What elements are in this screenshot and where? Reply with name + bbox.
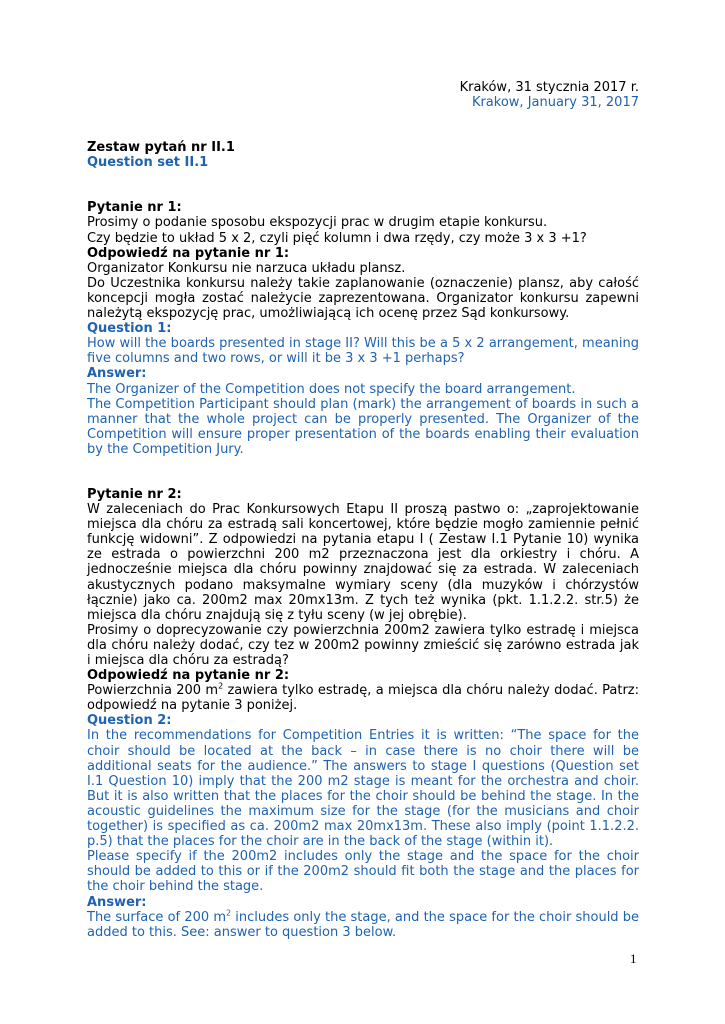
q1-line-2-polish: Czy będzie to układ 5 x 2, czyli pięć kolumn i dwa rzędy, czy może 3 x 3 +1?	[87, 230, 587, 246]
question-set-title-polish: Zestaw pytań nr II.1	[87, 140, 235, 156]
q2-p2-english: Please specify if the 200m2 includes only the stage and the space for the choir should be added to this or if the 200m2 should fit both the stage and the places for the choir behind the stage.	[87, 849, 639, 895]
q2-p2-polish: Prosimy o doprecyzowanie czy powierzchnia 200m2 zawiera tylko estradę i miejsca dla chóru należy dodać, czy tez w 200m2 powinny zmieścić się zarówno estrada jak i miejsca dla chóru za estradą?	[87, 622, 639, 668]
page-number: 1	[630, 951, 637, 966]
q2-answer-post-polish: zawiera tylko estradę, a miejsca dla chóru należy dodać. Patrz: odpowiedź na pytanie 3 poniżej.	[87, 683, 640, 714]
q2-answer-heading-english: Answer:	[87, 894, 147, 910]
q2-p1-english: In the recommendations for Competition Entries it is written: “The space for the choir should be located at the back – in case there is no choir there will be additional seats for the audience.” The answers to stage I questions (Question set I.1 Question 10) imply that the 200 m2 stage is meant for the orchestra and choir. But it is also written that the places for the choir should be behind the stage. In the acoustic guidelines the maximum size for the stage (for the musicians and choir together) is specified as ca. 200m2 max 20mx13m. These also imply (point 1.1.2.2. p.5) that the places for the choir are in the back of the stage (within it).	[87, 728, 639, 850]
q2-answer-superscript-english: 2	[225, 908, 232, 918]
q1-answer-p2-polish: Do Uczestnika konkursu należy takie zaplanowanie (oznaczenie) plansz, aby całość koncepcji mogła zostać należycie zaprezentowana. Organizator konkursu zapewni należytą ekspozycję prac, umożliwiającą ich ocenę przez Sąd konkursowy.	[87, 275, 639, 322]
q2-answer-heading-polish: Odpowiedź na pytanie nr 2:	[87, 668, 290, 684]
q2-answer-superscript-polish: 2	[218, 681, 224, 691]
question-1	[87, 200, 639, 457]
q2-p1-polish: W zaleceniach do Prac Konkursowych Etapu II proszą pastwo o: „zaprojektowanie miejsca dla chóru za estradą sali koncertowej, które będzie mogło zamiennie pełnić funkcję widowni”. Z odpowiedzi na pytania etapu I ( Zestaw I.1 Pytanie 10) wynika ze estrada o powierzchni 200 m2 przeznaczona jest dla orkiestry i chóru. A jednocześnie miejsca dla chóru powinny znajdować się za estrada. W zaleceniach akustycznych podano maksymalne wymiary sceny (dla muzyków i chórzystów łącznie) jako ca. 200m2 max 20mx13m. Z tych też wynika (pkt. 1.1.2.2. str.5) że miejsca dla chóru znajdują się z tyłu sceny (w jej obrębie).	[87, 502, 639, 623]
q1-answer-heading-english: Answer:	[87, 366, 147, 382]
q2-answer-post-english: includes only the stage, and the space for the choir should be added to this. See: answer to question 3 below.	[87, 909, 639, 940]
q1-answer-p2-english: The Competition Participant should plan (mark) the arrangement of boards in such a manner that the whole project can be properly presented. The Organizer of the Competition will ensure proper presentation of the boards enabling their evaluation by the Competition Jury.	[87, 396, 639, 457]
question-set-title-english: Question set II.1	[87, 155, 209, 171]
q2-heading-polish: Pytanie nr 2:	[87, 486, 182, 502]
q2-answer-pre-polish: Powierzchnia 200 m	[87, 683, 219, 699]
q1-answer-p1-english: The Organizer of the Competition does not specify the board arrangement.	[87, 381, 576, 397]
question-2	[87, 487, 639, 940]
q2-answer-english	[87, 910, 639, 940]
q1-line-1-polish: Prosimy o podanie sposobu ekspozycji prac w drugim etapie konkursu.	[87, 215, 548, 231]
q2-heading-english: Question 2:	[87, 713, 172, 729]
q1-heading-polish: Pytanie nr 1:	[87, 200, 182, 216]
date-polish: Kraków, 31 stycznia 2017 r.	[459, 80, 639, 95]
q1-answer-p1-polish: Organizator Konkursu nie narzuca układu plansz.	[87, 260, 406, 276]
q1-answer-heading-polish: Odpowiedź na pytanie nr 1:	[87, 245, 290, 261]
date-english: Krakow, January 31, 2017	[471, 95, 639, 111]
q2-answer-polish	[87, 683, 639, 713]
q2-answer-pre-english: The surface of 200 m	[87, 909, 226, 925]
document-page	[87, 80, 639, 940]
q1-heading-english: Question 1:	[87, 321, 172, 337]
q1-text-english: How will the boards presented in stage II? Will this be a 5 x 2 arrangement, meaning five columns and two rows, or will it be 3 x 3 +1 perhaps?	[87, 336, 639, 367]
